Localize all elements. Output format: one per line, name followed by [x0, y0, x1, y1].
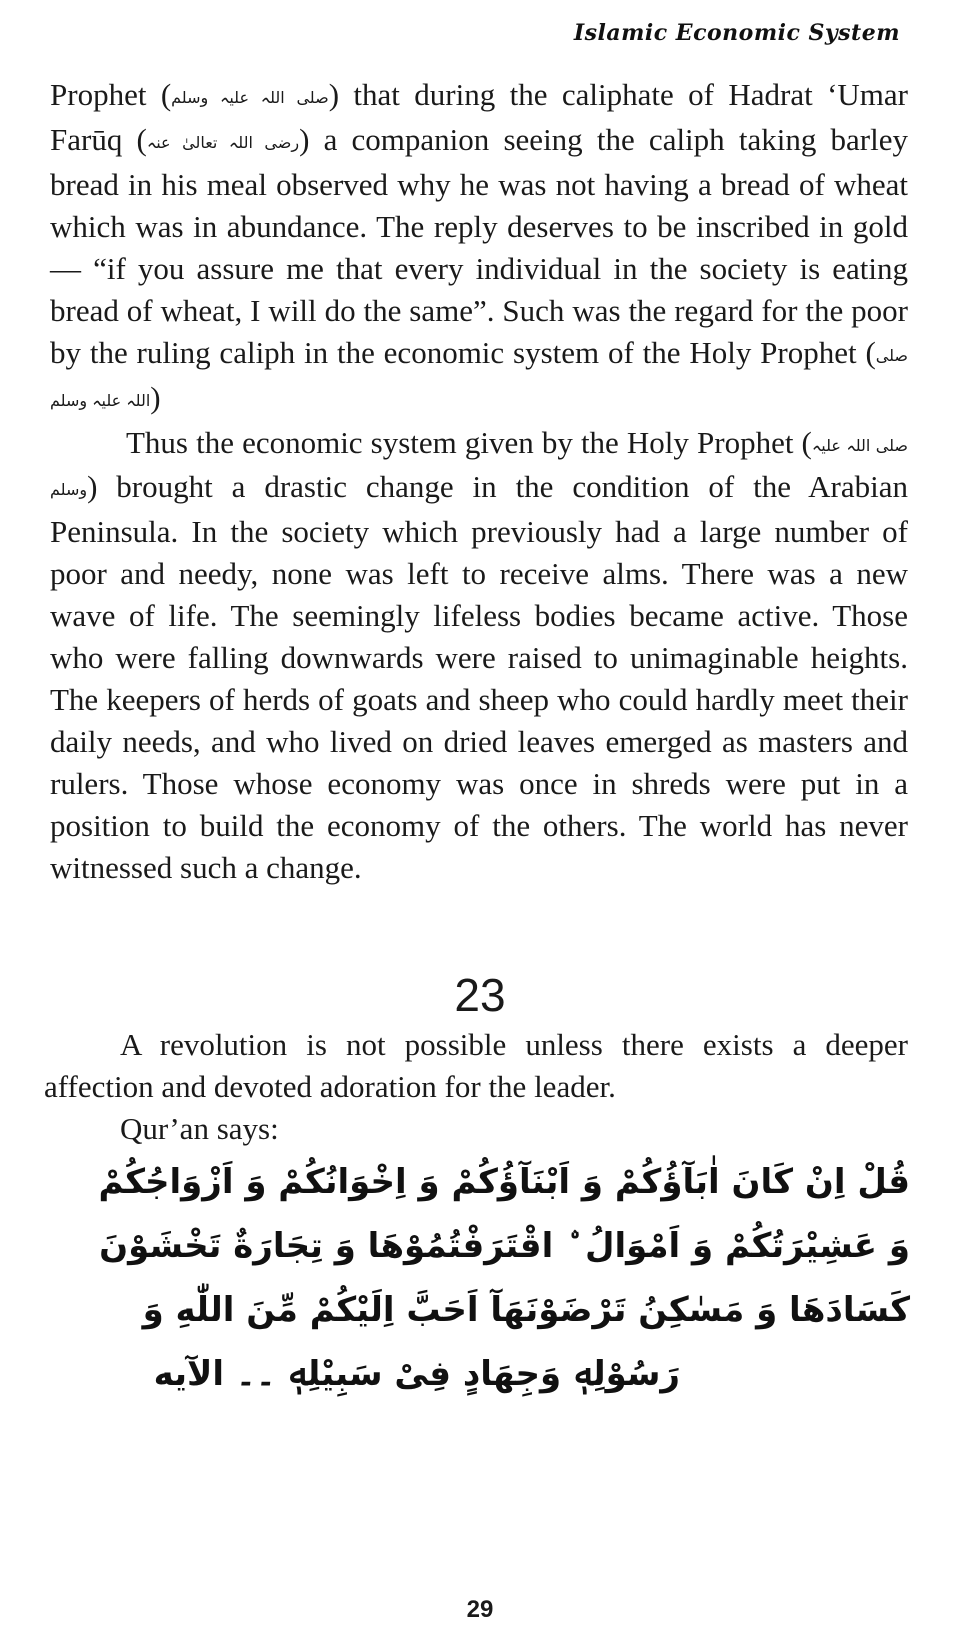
honorific-inline: صلی اللہ علیہ وسلم [50, 435, 908, 500]
body-text-block-2 [44, 1024, 908, 1150]
honorific-inline: صلی اللہ علیہ وسلم [50, 345, 908, 410]
paragraph-text: ) [150, 379, 161, 415]
running-header: Islamic Economic System [573, 20, 900, 46]
paragraph-text: ) that during the caliphate of Hadrat ‘Umar Farūq ( [50, 77, 909, 157]
quran-verse [98, 1150, 910, 1406]
verse-line-3: كَسَادَهَا وَ مَسٰكِنُ تَرْضَوْنَهَآ اَحَبَّ اِلَيْكُمْ مِّنَ اللّٰهِ وَ [142, 1290, 910, 1330]
section-number: 23 [454, 969, 506, 1021]
honorific-umar-inline: رضی اللہ تعالیٰ عنہ [146, 132, 300, 152]
quran-intro: Qur’an says: [120, 1111, 279, 1146]
paragraph-text: ) brought a drastic change in the condition of the Arabian Peninsula. In the society which previously had a large number of poor and needy, none was left to receive alms. There was a new wave of life. The seemingly lifeless bodies became active. Those who were falling downwards were raised to unimaginable heights. The keepers of herds of goats and sheep who could hardly meet their daily needs, and who lived on dried leaves emerged as masters and rulers. Those whose economy was once in shreds were put in a position to build the economy of the others. The world has never witnessed such a change. [50, 469, 908, 886]
verse-line-1: قُلْ اِنْ كَانَ اٰبَآؤُكُمْ وَ اَبْنَآؤُكُمْ وَ اِخْوَانُكُمْ وَ اَزْوَاجُكُمْ [98, 1162, 910, 1202]
paragraph-text: Thus the economic system given by the Holy Prophet ( [126, 424, 812, 460]
honorific-inline: صلی اللہ علیہ وسلم [171, 87, 329, 107]
paragraph-caliphate [50, 74, 908, 422]
paragraph-text: Prophet ( [50, 77, 172, 112]
body-text-block-1 [50, 74, 908, 889]
verse-line-4: رَسُوْلِهٖ وَجِهَادٍ فِىْ سَبِيْلِهٖ ۔۔ الآيه [153, 1354, 680, 1394]
paragraph-revolution: A revolution is not possible unless there exists a deeper affection and devoted adoration for the leader. [44, 1027, 908, 1104]
page-number: 29 [466, 1596, 494, 1623]
paragraph-economic-change [50, 422, 908, 890]
paragraph-text: ) a companion seeing the caliph taking barley bread in his meal observed why he was not having a bread of wheat which was in abundance. The reply deserves to be inscribed in gold — “if you assure me that every individual in the society is eating bread of wheat, I will do the same”. Such was the regard for the poor by the ruling caliph in the economic system of the Holy Prophet ( [50, 121, 908, 370]
verse-line-2: وَ عَشِيْرَتُكُمْ وَ اَمْوَالُ ۨ اقْتَرَفْتُمُوْهَا وَ تِجَارَةٌ تَخْشَوْنَ [99, 1226, 910, 1266]
